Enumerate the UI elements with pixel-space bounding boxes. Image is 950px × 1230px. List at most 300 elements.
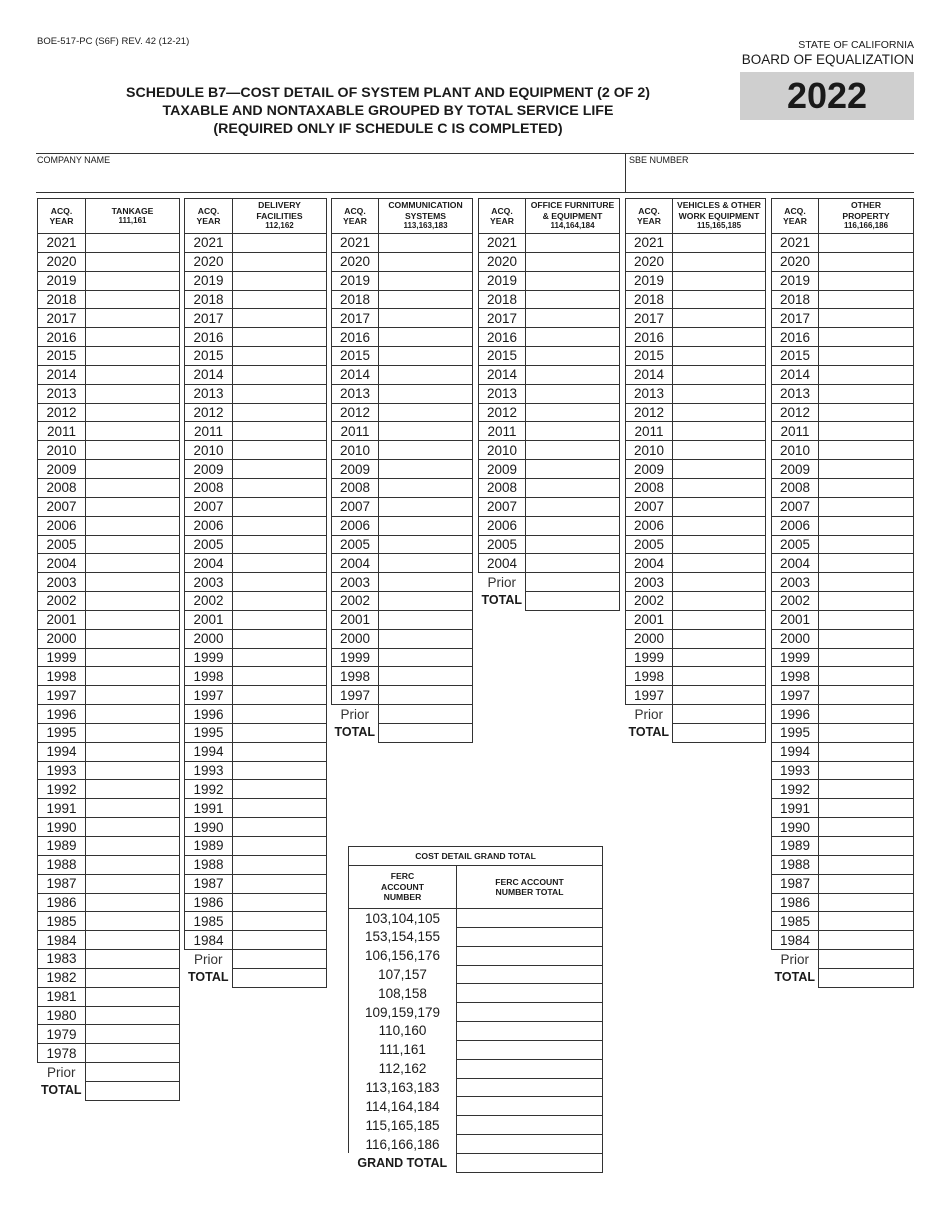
- amount-input-tankage-2018[interactable]: [86, 290, 180, 309]
- amount-input-delivery-2020[interactable]: [233, 252, 327, 271]
- amount-input-office-prior[interactable]: [526, 573, 620, 592]
- amount-input-communication-2017[interactable]: [379, 309, 473, 328]
- ferc-account-total-input[interactable]: [457, 946, 603, 965]
- amount-input-office-2020[interactable]: [526, 252, 620, 271]
- acq-year-cell: 2008: [38, 478, 86, 497]
- amount-input-delivery-prior[interactable]: [233, 950, 327, 969]
- amount-input-vehicles-1998[interactable]: [673, 667, 766, 686]
- table-row: [38, 686, 180, 705]
- acq-year-cell: 2012: [38, 403, 86, 422]
- amount-input-vehicles-2021[interactable]: [673, 234, 766, 253]
- amount-input-delivery-2009[interactable]: [233, 460, 327, 479]
- amount-input-tankage-1981[interactable]: [86, 987, 180, 1006]
- amount-input-tankage-2006[interactable]: [86, 516, 180, 535]
- amount-input-other-prior[interactable]: [819, 950, 914, 969]
- amount-input-tankage-1986[interactable]: [86, 893, 180, 912]
- amount-input-communication-2020[interactable]: [379, 252, 473, 271]
- amount-input-vehicles-2010[interactable]: [673, 441, 766, 460]
- amount-input-delivery-1999[interactable]: [233, 648, 327, 667]
- amount-input-delivery-1989[interactable]: [233, 837, 327, 856]
- table-row: [626, 252, 766, 271]
- amount-input-tankage-1984[interactable]: [86, 931, 180, 950]
- amount-input-communication-2016[interactable]: [379, 328, 473, 347]
- amount-input-other-1999[interactable]: [819, 648, 914, 667]
- amount-input-vehicles-2001[interactable]: [673, 610, 766, 629]
- amount-input-communication-2004[interactable]: [379, 554, 473, 573]
- amount-input-office-2019[interactable]: [526, 271, 620, 290]
- ferc-header-line: NUMBER: [383, 892, 422, 903]
- acq-year-cell: 1992: [772, 780, 819, 799]
- amount-input-other-2000[interactable]: [819, 629, 914, 648]
- amount-input-tankage-1996[interactable]: [86, 705, 180, 724]
- amount-input-tankage-prior[interactable]: [86, 1063, 180, 1082]
- amount-input-communication-2019[interactable]: [379, 271, 473, 290]
- amount-input-communication-2003[interactable]: [379, 573, 473, 592]
- amount-input-other-2008[interactable]: [819, 478, 914, 497]
- amount-input-other-1994[interactable]: [819, 742, 914, 761]
- amount-input-other-2009[interactable]: [819, 460, 914, 479]
- acq-year-cell: 1984: [185, 931, 233, 950]
- amount-input-tankage-2004[interactable]: [86, 554, 180, 573]
- amount-input-tankage-2016[interactable]: [86, 328, 180, 347]
- amount-input-delivery-1993[interactable]: [233, 761, 327, 780]
- amount-input-vehicles-2002[interactable]: [673, 592, 766, 611]
- ferc-account-total-input[interactable]: [457, 1135, 603, 1154]
- acq-year-cell: 2003: [38, 573, 86, 592]
- amount-input-other-2016[interactable]: [819, 328, 914, 347]
- amount-input-other-2012[interactable]: [819, 403, 914, 422]
- table-row-prior: [38, 1063, 180, 1082]
- table-row: [772, 365, 914, 384]
- ferc-account-total-input[interactable]: [457, 1040, 603, 1059]
- table-row: [772, 931, 914, 950]
- acq-year-cell: 2011: [626, 422, 673, 441]
- ferc-account-number: 109,159,179: [349, 1003, 457, 1022]
- amount-input-vehicles-2005[interactable]: [673, 535, 766, 554]
- table-row: [479, 328, 620, 347]
- amount-input-vehicles-2004[interactable]: [673, 554, 766, 573]
- amount-input-other-1998[interactable]: [819, 667, 914, 686]
- amount-input-tankage-1987[interactable]: [86, 874, 180, 893]
- amount-input-tankage-2008[interactable]: [86, 478, 180, 497]
- amount-input-tankage-1999[interactable]: [86, 648, 180, 667]
- acq-year-cell: 2018: [626, 290, 673, 309]
- amount-input-tankage-1993[interactable]: [86, 761, 180, 780]
- total-input-delivery[interactable]: [233, 968, 327, 987]
- amount-input-vehicles-2012[interactable]: [673, 403, 766, 422]
- amount-input-vehicles-2011[interactable]: [673, 422, 766, 441]
- amount-input-communication-2005[interactable]: [379, 535, 473, 554]
- table-row: [772, 441, 914, 460]
- table-row: [38, 535, 180, 554]
- amount-input-office-2018[interactable]: [526, 290, 620, 309]
- table-row: [626, 629, 766, 648]
- ferc-account-total-input[interactable]: [457, 927, 603, 946]
- amount-input-delivery-2001[interactable]: [233, 610, 327, 629]
- amount-input-office-2010[interactable]: [526, 441, 620, 460]
- amount-input-tankage-2001[interactable]: [86, 610, 180, 629]
- table-row: [626, 610, 766, 629]
- table-row: [772, 252, 914, 271]
- amount-input-other-2013[interactable]: [819, 384, 914, 403]
- amount-input-vehicles-2006[interactable]: [673, 516, 766, 535]
- amount-input-tankage-2000[interactable]: [86, 629, 180, 648]
- table-row: [185, 403, 327, 422]
- table-row: [332, 252, 473, 271]
- amount-input-other-2018[interactable]: [819, 290, 914, 309]
- amount-input-tankage-2002[interactable]: [86, 592, 180, 611]
- amount-input-vehicles-1999[interactable]: [673, 648, 766, 667]
- amount-input-office-2021[interactable]: [526, 234, 620, 253]
- amount-input-other-1991[interactable]: [819, 799, 914, 818]
- amount-input-other-2006[interactable]: [819, 516, 914, 535]
- amount-input-other-2003[interactable]: [819, 573, 914, 592]
- amount-input-tankage-2009[interactable]: [86, 460, 180, 479]
- amount-input-other-1986[interactable]: [819, 893, 914, 912]
- amount-input-communication-2011[interactable]: [379, 422, 473, 441]
- amount-input-tankage-2021[interactable]: [86, 234, 180, 253]
- table-row: [626, 648, 766, 667]
- amount-input-delivery-1985[interactable]: [233, 912, 327, 931]
- table-row: [185, 478, 327, 497]
- acq-year-cell: 2009: [626, 460, 673, 479]
- acq-year-cell: 1990: [185, 818, 233, 837]
- amount-input-other-2015[interactable]: [819, 347, 914, 366]
- amount-input-other-1996[interactable]: [819, 705, 914, 724]
- amount-input-delivery-2014[interactable]: [233, 365, 327, 384]
- amount-input-delivery-2010[interactable]: [233, 441, 327, 460]
- amount-input-office-2017[interactable]: [526, 309, 620, 328]
- amount-input-communication-2012[interactable]: [379, 403, 473, 422]
- amount-input-other-1985[interactable]: [819, 912, 914, 931]
- amount-input-other-2019[interactable]: [819, 271, 914, 290]
- table-row: [332, 290, 473, 309]
- amount-input-office-2015[interactable]: [526, 347, 620, 366]
- table-row: [332, 610, 473, 629]
- amount-input-tankage-2012[interactable]: [86, 403, 180, 422]
- table-row: [38, 252, 180, 271]
- table-row: [626, 497, 766, 516]
- ferc-account-total-input[interactable]: [457, 1116, 603, 1135]
- amount-input-communication-2006[interactable]: [379, 516, 473, 535]
- amount-input-delivery-2000[interactable]: [233, 629, 327, 648]
- acq-year-cell: 2021: [626, 234, 673, 253]
- amount-input-tankage-1978[interactable]: [86, 1044, 180, 1063]
- table-row: [185, 667, 327, 686]
- table-row-prior: [185, 950, 327, 969]
- amount-input-tankage-2014[interactable]: [86, 365, 180, 384]
- amount-input-other-2007[interactable]: [819, 497, 914, 516]
- amount-input-other-2020[interactable]: [819, 252, 914, 271]
- amount-input-vehicles-1997[interactable]: [673, 686, 766, 705]
- amount-input-vehicles-2014[interactable]: [673, 365, 766, 384]
- amount-input-vehicles-2018[interactable]: [673, 290, 766, 309]
- amount-input-communication-2008[interactable]: [379, 478, 473, 497]
- amount-input-vehicles-2013[interactable]: [673, 384, 766, 403]
- amount-input-vehicles-2019[interactable]: [673, 271, 766, 290]
- table-row: [185, 912, 327, 931]
- ferc-account-total-input[interactable]: [457, 1097, 603, 1116]
- total-input-communication[interactable]: [379, 723, 473, 742]
- amount-input-other-2004[interactable]: [819, 554, 914, 573]
- amount-input-other-1997[interactable]: [819, 686, 914, 705]
- amount-input-other-2005[interactable]: [819, 535, 914, 554]
- amount-input-delivery-2016[interactable]: [233, 328, 327, 347]
- amount-input-delivery-1997[interactable]: [233, 686, 327, 705]
- amount-input-tankage-1997[interactable]: [86, 686, 180, 705]
- amount-input-delivery-2006[interactable]: [233, 516, 327, 535]
- amount-input-other-1992[interactable]: [819, 780, 914, 799]
- amount-input-vehicles-2020[interactable]: [673, 252, 766, 271]
- amount-input-office-2016[interactable]: [526, 328, 620, 347]
- amount-input-delivery-1987[interactable]: [233, 874, 327, 893]
- amount-input-office-2014[interactable]: [526, 365, 620, 384]
- table-row: [479, 516, 620, 535]
- total-label: TOTAL: [481, 593, 522, 608]
- amount-input-tankage-1990[interactable]: [86, 818, 180, 837]
- amount-input-tankage-2011[interactable]: [86, 422, 180, 441]
- amount-input-delivery-1988[interactable]: [233, 855, 327, 874]
- amount-input-vehicles-prior[interactable]: [673, 705, 766, 724]
- table-row: [332, 460, 473, 479]
- acq-year-cell: 2015: [772, 347, 819, 366]
- amount-input-tankage-1992[interactable]: [86, 780, 180, 799]
- amount-input-other-1990[interactable]: [819, 818, 914, 837]
- amount-input-office-2011[interactable]: [526, 422, 620, 441]
- acq-year-cell: 2020: [38, 252, 86, 271]
- amount-input-vehicles-2017[interactable]: [673, 309, 766, 328]
- table-row: [38, 441, 180, 460]
- ferc-account-total-input[interactable]: [457, 965, 603, 984]
- amount-input-delivery-1991[interactable]: [233, 799, 327, 818]
- acq-year-cell: 1994: [772, 742, 819, 761]
- ferc-account-total-input[interactable]: [457, 1022, 603, 1041]
- total-input-other[interactable]: [819, 968, 914, 987]
- prior-label: Prior: [487, 574, 516, 590]
- acq-year-cell: 2011: [479, 422, 526, 441]
- amount-input-delivery-2019[interactable]: [233, 271, 327, 290]
- acq-year-cell: 2011: [332, 422, 379, 441]
- amount-input-delivery-2004[interactable]: [233, 554, 327, 573]
- amount-input-office-2008[interactable]: [526, 478, 620, 497]
- acq-year-cell: 2010: [479, 441, 526, 460]
- amount-input-tankage-1998[interactable]: [86, 667, 180, 686]
- amount-input-other-1995[interactable]: [819, 723, 914, 742]
- amount-input-office-2013[interactable]: [526, 384, 620, 403]
- amount-input-communication-2015[interactable]: [379, 347, 473, 366]
- table-row: [479, 554, 620, 573]
- table-row: [772, 328, 914, 347]
- acq-year-cell: 2006: [185, 516, 233, 535]
- amount-input-other-2017[interactable]: [819, 309, 914, 328]
- amount-input-communication-2001[interactable]: [379, 610, 473, 629]
- ferc-account-total-input[interactable]: [457, 1078, 603, 1097]
- amount-input-delivery-2011[interactable]: [233, 422, 327, 441]
- amount-input-delivery-1995[interactable]: [233, 723, 327, 742]
- table-row-total: [38, 1081, 180, 1100]
- amount-input-delivery-2002[interactable]: [233, 592, 327, 611]
- amount-input-delivery-1984[interactable]: [233, 931, 327, 950]
- acq-year-cell: 1991: [772, 799, 819, 818]
- amount-input-tankage-1979[interactable]: [86, 1025, 180, 1044]
- amount-input-office-2012[interactable]: [526, 403, 620, 422]
- amount-input-vehicles-2008[interactable]: [673, 478, 766, 497]
- amount-input-delivery-2015[interactable]: [233, 347, 327, 366]
- amount-input-tankage-2017[interactable]: [86, 309, 180, 328]
- acq-year-cell: 2004: [626, 554, 673, 573]
- amount-input-other-1989[interactable]: [819, 837, 914, 856]
- amount-input-tankage-1983[interactable]: [86, 950, 180, 969]
- table-row: [185, 893, 327, 912]
- acq-year-cell: 2006: [38, 516, 86, 535]
- column-title-line: WORK EQUIPMENT: [678, 210, 760, 221]
- amount-input-vehicles-2015[interactable]: [673, 347, 766, 366]
- amount-input-delivery-2017[interactable]: [233, 309, 327, 328]
- amount-input-tankage-2013[interactable]: [86, 384, 180, 403]
- amount-input-vehicles-2003[interactable]: [673, 573, 766, 592]
- amount-input-communication-2018[interactable]: [379, 290, 473, 309]
- amount-input-communication-2021[interactable]: [379, 234, 473, 253]
- acq-year-cell: 2009: [332, 460, 379, 479]
- amount-input-other-2014[interactable]: [819, 365, 914, 384]
- amount-input-delivery-2008[interactable]: [233, 478, 327, 497]
- amount-input-communication-2007[interactable]: [379, 497, 473, 516]
- amount-input-tankage-2007[interactable]: [86, 497, 180, 516]
- grand-total-row: [349, 1116, 603, 1135]
- amount-input-other-2001[interactable]: [819, 610, 914, 629]
- amount-input-tankage-1991[interactable]: [86, 799, 180, 818]
- acq-year-cell: 1994: [38, 742, 86, 761]
- acq-year-cell: 2004: [479, 554, 526, 573]
- company-name-field[interactable]: [36, 153, 914, 193]
- acq-year-cell: 2014: [479, 365, 526, 384]
- amount-input-communication-prior[interactable]: [379, 705, 473, 724]
- amount-input-tankage-2005[interactable]: [86, 535, 180, 554]
- table-row: [185, 931, 327, 950]
- acq-year-cell: 1992: [185, 780, 233, 799]
- total-input-tankage[interactable]: [86, 1081, 180, 1100]
- amount-input-delivery-1986[interactable]: [233, 893, 327, 912]
- amount-input-other-2021[interactable]: [819, 234, 914, 253]
- amount-input-tankage-1994[interactable]: [86, 742, 180, 761]
- acq-year-cell: 1989: [38, 837, 86, 856]
- amount-input-delivery-2007[interactable]: [233, 497, 327, 516]
- amount-input-other-1993[interactable]: [819, 761, 914, 780]
- amount-input-other-1988[interactable]: [819, 855, 914, 874]
- amount-input-delivery-2018[interactable]: [233, 290, 327, 309]
- amount-input-tankage-2010[interactable]: [86, 441, 180, 460]
- table-row: [332, 403, 473, 422]
- total-label: TOTAL: [40, 1083, 82, 1098]
- amount-input-vehicles-2016[interactable]: [673, 328, 766, 347]
- amount-input-office-2007[interactable]: [526, 497, 620, 516]
- total-input-vehicles[interactable]: [673, 723, 766, 742]
- column-accounts: 116,166,186: [843, 221, 889, 231]
- amount-input-office-2009[interactable]: [526, 460, 620, 479]
- amount-input-communication-2010[interactable]: [379, 441, 473, 460]
- amount-input-delivery-2003[interactable]: [233, 573, 327, 592]
- amount-input-tankage-1995[interactable]: [86, 723, 180, 742]
- amount-input-communication-1997[interactable]: [379, 686, 473, 705]
- ferc-account-total-input[interactable]: [457, 1059, 603, 1078]
- amount-input-tankage-1988[interactable]: [86, 855, 180, 874]
- amount-input-delivery-1992[interactable]: [233, 780, 327, 799]
- amount-input-delivery-1996[interactable]: [233, 705, 327, 724]
- amount-input-other-2002[interactable]: [819, 592, 914, 611]
- amount-input-communication-2009[interactable]: [379, 460, 473, 479]
- total-label: TOTAL: [334, 725, 375, 740]
- amount-input-office-2004[interactable]: [526, 554, 620, 573]
- amount-input-communication-2000[interactable]: [379, 629, 473, 648]
- acq-year-cell: 1996: [185, 705, 233, 724]
- table-row: [38, 497, 180, 516]
- table-row: [772, 761, 914, 780]
- grand-total-input[interactable]: [457, 1153, 603, 1172]
- table-row: [185, 554, 327, 573]
- amount-input-tankage-1982[interactable]: [86, 968, 180, 987]
- amount-input-tankage-2020[interactable]: [86, 252, 180, 271]
- ferc-account-total-input[interactable]: [457, 909, 603, 928]
- acq-year-cell: 2019: [772, 271, 819, 290]
- amount-input-tankage-2015[interactable]: [86, 347, 180, 366]
- amount-input-communication-1999[interactable]: [379, 648, 473, 667]
- amount-input-other-2011[interactable]: [819, 422, 914, 441]
- amount-input-tankage-1980[interactable]: [86, 1006, 180, 1025]
- table-row: [332, 309, 473, 328]
- table-row: [38, 950, 180, 969]
- amount-input-other-1987[interactable]: [819, 874, 914, 893]
- amount-input-delivery-2012[interactable]: [233, 403, 327, 422]
- ferc-account-total-input[interactable]: [457, 984, 603, 1003]
- table-row-total: [479, 592, 620, 611]
- amount-input-tankage-1989[interactable]: [86, 837, 180, 856]
- amount-input-delivery-2005[interactable]: [233, 535, 327, 554]
- amount-input-tankage-2019[interactable]: [86, 271, 180, 290]
- table-row: [185, 723, 327, 742]
- amount-input-vehicles-2000[interactable]: [673, 629, 766, 648]
- amount-input-communication-2013[interactable]: [379, 384, 473, 403]
- amount-input-delivery-1994[interactable]: [233, 742, 327, 761]
- amount-input-office-2006[interactable]: [526, 516, 620, 535]
- acq-year-cell: 2001: [332, 610, 379, 629]
- amount-input-communication-2014[interactable]: [379, 365, 473, 384]
- ferc-account-total-input[interactable]: [457, 1003, 603, 1022]
- amount-input-communication-2002[interactable]: [379, 592, 473, 611]
- amount-input-delivery-2021[interactable]: [233, 234, 327, 253]
- acq-year-cell: 1998: [626, 667, 673, 686]
- amount-input-delivery-1998[interactable]: [233, 667, 327, 686]
- amount-input-other-1984[interactable]: [819, 931, 914, 950]
- acq-year-cell: 2010: [185, 441, 233, 460]
- amount-input-communication-1998[interactable]: [379, 667, 473, 686]
- acq-year-cell: 2003: [332, 573, 379, 592]
- amount-input-vehicles-2009[interactable]: [673, 460, 766, 479]
- table-row: [38, 987, 180, 1006]
- table-row: [38, 912, 180, 931]
- amount-input-tankage-2003[interactable]: [86, 573, 180, 592]
- acq-year-header: [772, 199, 819, 234]
- amount-input-vehicles-2007[interactable]: [673, 497, 766, 516]
- amount-input-office-2005[interactable]: [526, 535, 620, 554]
- amount-input-tankage-1985[interactable]: [86, 912, 180, 931]
- acq-year-cell: 1988: [772, 855, 819, 874]
- total-input-office[interactable]: [526, 592, 620, 611]
- amount-input-delivery-1990[interactable]: [233, 818, 327, 837]
- amount-input-delivery-2013[interactable]: [233, 384, 327, 403]
- amount-input-other-2010[interactable]: [819, 441, 914, 460]
- table-row: [38, 403, 180, 422]
- acq-year-cell: 2018: [38, 290, 86, 309]
